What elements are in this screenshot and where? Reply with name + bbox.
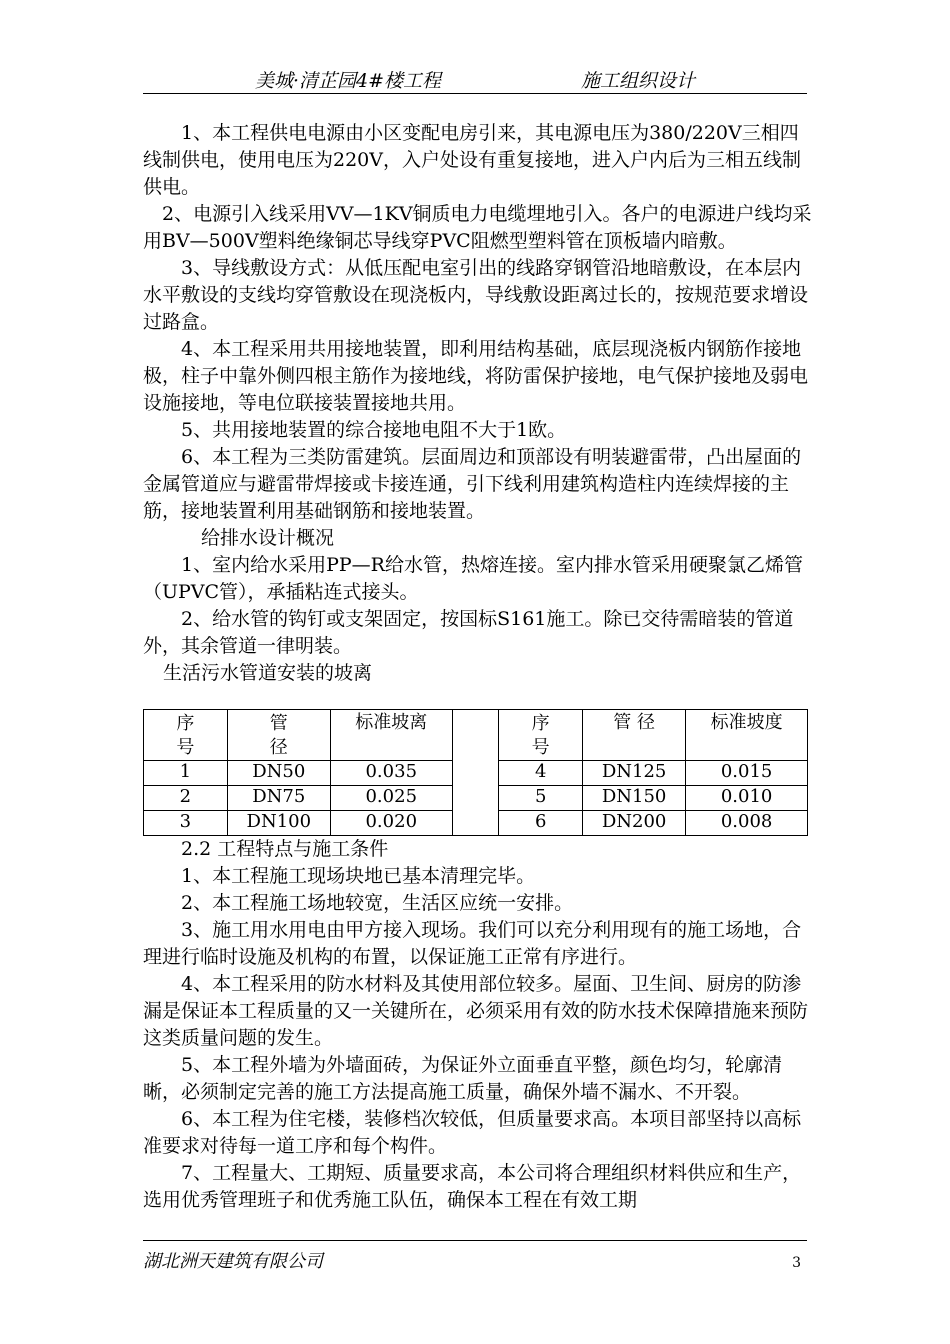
cell-slope: 0.020: [330, 811, 452, 836]
page-number: 3: [792, 1255, 801, 1271]
cell-no: 6: [499, 811, 583, 836]
section-heading-water: 给排水设计概况: [201, 527, 335, 549]
paragraph: 1、本工程施工现场块地已基本清理完毕。: [181, 865, 536, 887]
table-header-row: [144, 710, 808, 761]
paragraph: 4、本工程采用的防水材料及其使用部位较多。屋面、卫生间、厨房的防渗漏是保证本工程质量的又一关键所在，必须采用有效的防水技术保障措施来预防这类质量问题的发生。: [143, 973, 809, 1049]
paragraph: 4、本工程采用共用接地装置，即利用结构基础，底层现浇板内钢筋作接地极，柱子中靠外侧四根主筋作为接地线，将防雷保护接地，电气保护接地及弱电设施接地，等电位联接装置接地共用。: [143, 338, 809, 414]
cell-no: 4: [499, 761, 583, 786]
paragraph: 1、本工程供电电源由小区变配电房引来，其电源电压为380/220V三相四线制供电，使用电压为220V，入户处设有重复接地，进入户内后为三相五线制供电。: [143, 122, 801, 198]
cell-slope: 0.025: [330, 786, 452, 811]
slope-table: [143, 709, 808, 836]
th-no-left: 序号: [144, 710, 228, 761]
cell-dn: DN125: [583, 761, 686, 786]
cell-no: 2: [144, 786, 228, 811]
paragraph: 3、导线敷设方式：从低压配电室引出的线路穿钢管沿地暗敷设，在本层内水平敷设的支线均穿管敷设在现浇板内，导线敷设距离过长的，按规范要求增设过路盒。: [143, 257, 809, 333]
paragraph: 5、本工程外墙为外墙面砖，为保证外立面垂直平整，颜色均匀，轮廓清晰，必须制定完善的施工方法提高施工质量，确保外墙不漏水、不开裂。: [143, 1054, 783, 1103]
page-footer: [143, 1240, 807, 1281]
th-dn-left: 管径: [227, 710, 330, 761]
cell-slope: 0.008: [686, 811, 808, 836]
paragraph: 1、室内给水采用PP—R给水管，热熔连接。室内排水管采用硬聚氯乙烯管（UPVC管），承插粘连式接头。: [143, 554, 803, 603]
cell-no: 1: [144, 761, 228, 786]
cell-no: 3: [144, 811, 228, 836]
cell-slope: 0.015: [686, 761, 808, 786]
paragraph: 3、施工用水用电由甲方接入现场。我们可以充分利用现有的施工场地，合理进行临时设施及机构的布置，以保证施工正常有序进行。: [143, 919, 802, 968]
paragraph: 6、本工程为住宅楼，装修档次较低，但质量要求高。本项目部坚持以高标准要求对待每一道工序和每个构件。: [143, 1108, 802, 1157]
document-body: [143, 120, 813, 1214]
th-slope-right: 标准坡度: [686, 710, 808, 761]
th-slope-left: 标准坡离: [330, 710, 452, 761]
table-title: 生活污水管道安装的坡离: [163, 662, 373, 684]
th-dn-right: 管 径: [583, 710, 686, 761]
cell-no: 5: [499, 786, 583, 811]
th-no-right: 序号: [499, 710, 583, 761]
table-gap: [452, 710, 499, 836]
paragraph: 7、工程量大、工期短、质量要求高，本公司将合理组织材料供应和生产，选用优秀管理班子和优秀施工队伍，确保本工程在有效工期: [143, 1162, 802, 1211]
header-project-title: 美城·清芷园4#楼工程: [255, 70, 442, 92]
cell-slope: 0.035: [330, 761, 452, 786]
paragraph: 2、本工程施工场地较宽，生活区应统一安排。: [181, 892, 574, 914]
header-doc-title: 施工组织设计: [581, 70, 696, 92]
cell-dn: DN100: [227, 811, 330, 836]
section-heading-2-2: 2.2 工程特点与施工条件: [181, 838, 389, 860]
paragraph: 2、给水管的钩钉或支架固定，按国标S161施工。除已交待需暗装的管道外，其余管道一律明装。: [143, 608, 794, 657]
cell-dn: DN75: [227, 786, 330, 811]
cell-dn: DN150: [583, 786, 686, 811]
paragraph: 6、本工程为三类防雷建筑。层面周边和顶部设有明装避雷带，凸出屋面的金属管道应与避雷带焊接或卡接连通，引下线利用建筑构造柱内连续焊接的主筋，接地装置利用基础钢筋和接地装置。: [143, 446, 802, 522]
paragraph: 2、电源引入线采用VV—1KV铜质电力电缆埋地引入。各户的电源进户线均采用BV—500V塑料绝缘铜芯导线穿PVC阻燃型塑料管在顶板墙内暗敷。: [143, 203, 812, 252]
page-header: [143, 60, 807, 94]
cell-dn: DN50: [227, 761, 330, 786]
cell-slope: 0.010: [686, 786, 808, 811]
cell-dn: DN200: [583, 811, 686, 836]
paragraph: 5、共用接地装置的综合接地电阻不大于1欧。: [181, 419, 567, 441]
footer-company: 湖北洲天建筑有限公司: [143, 1251, 323, 1272]
